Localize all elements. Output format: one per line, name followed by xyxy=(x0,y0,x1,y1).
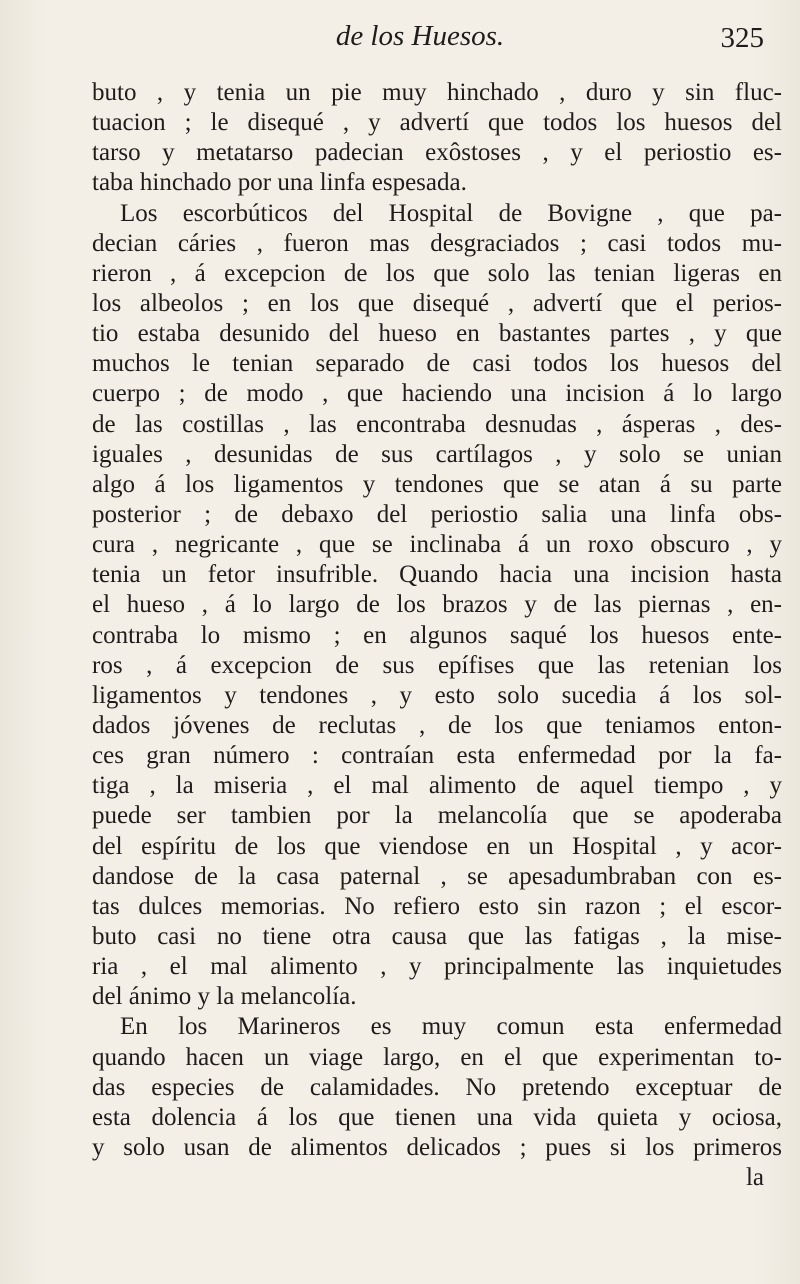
text-line: algo á los ligamentos y tendones que se atan á su parte xyxy=(92,470,782,498)
text-line: esta dolencia á los que tienen una vida quieta y ociosa, xyxy=(92,1103,782,1131)
page-number: 325 xyxy=(720,22,764,54)
running-head xyxy=(90,16,780,56)
text-line: del ánimo y la melancolía. xyxy=(92,983,357,1011)
text-line: cuerpo ; de modo , que haciendo una incision á lo largo xyxy=(92,380,782,408)
text-line: buto casi no tiene otra causa que las fatigas , la mise- xyxy=(92,922,782,950)
text-line: y solo usan de alimentos delicados ; pues si los primeros xyxy=(92,1133,782,1161)
text-line: el hueso , á lo largo de los brazos y de las piernas , en- xyxy=(92,591,782,619)
text-line: decian cáries , fueron mas desgraciados ; casi todos mu- xyxy=(92,229,782,257)
text-line: tiga , la miseria , el mal alimento de aquel tiempo , y xyxy=(92,772,782,800)
text-line: iguales , desunidas de sus cartílagos , y solo se unian xyxy=(92,440,782,468)
text-line: En los Marineros es muy comun esta enfermedad xyxy=(120,1013,782,1041)
text-line: dandose de la casa paternal , se apesadumbraban con es- xyxy=(92,862,782,890)
body-text xyxy=(92,78,782,1193)
text-line: quando hacen un viage largo, en el que experimentan to- xyxy=(92,1043,782,1071)
text-line: puede ser tambien por la melancolía que se apoderaba xyxy=(92,802,782,830)
text-line: cura , negricante , que se inclinaba á un roxo obscuro , y xyxy=(92,531,782,559)
text-line: de las costillas , las encontraba desnudas , ásperas , des- xyxy=(92,410,782,438)
text-line: los albeolos ; en los que disequé , advertí que el perios- xyxy=(92,289,782,317)
text-line: taba hinchado por una linfa espesada. xyxy=(92,169,467,197)
text-line: tas dulces memorias. No refiero esto sin razon ; el escor- xyxy=(92,892,782,920)
page-title: de los Huesos. xyxy=(335,20,505,52)
text-line: ligamentos y tendones , y esto solo sucedia á los sol- xyxy=(92,681,782,709)
text-line: posterior ; de debaxo del periostio salia una linfa obs- xyxy=(92,500,782,528)
text-line: ros , á excepcion de sus epífises que las retenian los xyxy=(92,651,782,679)
text-line: dados jóvenes de reclutas , de los que teniamos enton- xyxy=(92,711,782,739)
text-line: Los escorbúticos del Hospital de Bovigne , que pa- xyxy=(120,199,782,227)
text-line: ces gran número : contraían esta enfermedad por la fa- xyxy=(92,742,782,770)
text-line: buto , y tenia un pie muy hinchado , duro y sin fluc- xyxy=(92,79,782,106)
text-line: ria , el mal alimento , y principalmente las inquietudes xyxy=(92,953,782,981)
catchword: la xyxy=(745,1164,764,1192)
text-line: tenia un fetor insufrible. Quando hacia una incision hasta xyxy=(92,561,782,589)
text-line: del espíritu de los que viendose en un Hospital , y acor- xyxy=(92,832,782,860)
text-line: tio estaba desunido del hueso en bastantes partes , y que xyxy=(92,320,782,348)
text-line: tarso y metatarso padecian exôstoses , y el periostio es- xyxy=(92,139,782,167)
text-line: tuacion ; le disequé , y advertí que todos los huesos del xyxy=(92,109,782,137)
text-line: rieron , á excepcion de los que solo las tenian ligeras en xyxy=(92,259,782,287)
text-line: contraba lo mismo ; en algunos saqué los huesos ente- xyxy=(92,621,782,649)
text-line: das especies de calamidades. No pretendo exceptuar de xyxy=(92,1073,782,1101)
text-line: muchos le tenian separado de casi todos los huesos del xyxy=(92,350,782,378)
